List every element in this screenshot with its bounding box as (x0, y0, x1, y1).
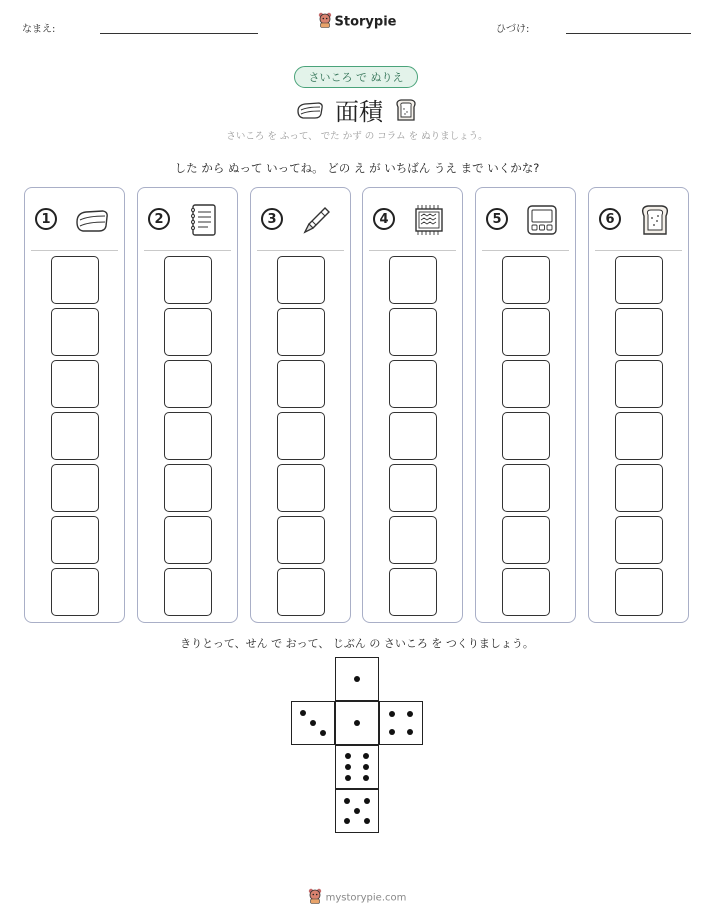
column-divider (144, 250, 231, 251)
color-cell[interactable] (389, 516, 437, 564)
dice-pip (407, 711, 413, 717)
column-number: 2 (148, 208, 170, 230)
dice-pip (407, 729, 413, 735)
color-cell[interactable] (502, 308, 550, 356)
color-cell[interactable] (502, 256, 550, 304)
dice-face-1 (335, 701, 379, 745)
dice-pip (344, 818, 350, 824)
notebook-icon (184, 200, 224, 240)
color-cell[interactable] (277, 464, 325, 512)
dice-pip (354, 720, 360, 726)
column-divider (482, 250, 569, 251)
dice-face-5 (335, 789, 379, 833)
color-cell[interactable] (51, 464, 99, 512)
column-3 (250, 187, 351, 623)
color-cell[interactable] (389, 308, 437, 356)
date-label: ひづけ: (496, 24, 530, 35)
column-divider (257, 250, 344, 251)
column-number: 6 (599, 208, 621, 230)
column-divider (595, 250, 682, 251)
color-cell[interactable] (277, 516, 325, 564)
dice-pip (310, 720, 316, 726)
dice-pip (300, 710, 306, 716)
dice-face-1 (335, 657, 379, 701)
dice-pip (364, 818, 370, 824)
color-cell[interactable] (389, 256, 437, 304)
cut-instruction: きりとって、せん で おって、 じぶん の さいころ を つくりましょう。 (180, 637, 534, 650)
towel-icon (71, 200, 111, 240)
bear-logo-icon (308, 888, 322, 907)
color-cell[interactable] (51, 360, 99, 408)
column-number: 1 (35, 208, 57, 230)
page-title: 面積 (335, 98, 383, 126)
column-number: 4 (373, 208, 395, 230)
column-2 (137, 187, 238, 623)
towel-icon (295, 99, 325, 127)
color-cell[interactable] (51, 412, 99, 460)
page-title-row (0, 92, 714, 129)
toast-icon (635, 200, 675, 240)
color-cell[interactable] (277, 568, 325, 616)
color-cell[interactable] (615, 256, 663, 304)
column-divider (31, 250, 118, 251)
column-number: 3 (261, 208, 283, 230)
color-cell[interactable] (502, 516, 550, 564)
color-cell[interactable] (51, 256, 99, 304)
column-4 (362, 187, 463, 623)
dice-pip (364, 798, 370, 804)
color-cell[interactable] (502, 568, 550, 616)
color-cell[interactable] (164, 360, 212, 408)
dice-face-6 (335, 745, 379, 789)
dice-pip (354, 808, 360, 814)
color-cell[interactable] (389, 360, 437, 408)
crayon-icon (297, 200, 337, 240)
name-line[interactable] (100, 33, 258, 34)
color-cell[interactable] (164, 464, 212, 512)
color-cell[interactable] (389, 412, 437, 460)
dice-pip (389, 729, 395, 735)
tablet-icon (522, 200, 562, 240)
color-cell[interactable] (51, 516, 99, 564)
footer-url[interactable]: mystorypie.com (325, 892, 407, 904)
color-cell[interactable] (389, 568, 437, 616)
toast-icon (393, 97, 419, 129)
dice-pip (345, 753, 351, 759)
dice-pip (363, 753, 369, 759)
brand-name: Storypie (334, 14, 397, 30)
color-cell[interactable] (502, 360, 550, 408)
date-line[interactable] (566, 33, 691, 34)
column-6 (588, 187, 689, 623)
color-cell[interactable] (615, 360, 663, 408)
color-cell[interactable] (164, 256, 212, 304)
color-cell[interactable] (615, 464, 663, 512)
color-cell[interactable] (164, 412, 212, 460)
color-cell[interactable] (615, 516, 663, 564)
brand-logo (0, 12, 714, 32)
column-number: 5 (486, 208, 508, 230)
dice-face-4 (379, 701, 423, 745)
color-cell[interactable] (277, 412, 325, 460)
color-cell[interactable] (51, 308, 99, 356)
instruction: した から ぬって いってね。 どの え が いちばん うえ まで いくかな? (174, 161, 540, 175)
color-cell[interactable] (164, 568, 212, 616)
dice-pip (389, 711, 395, 717)
color-cell[interactable] (615, 308, 663, 356)
dice-pip (320, 730, 326, 736)
color-cell[interactable] (51, 568, 99, 616)
dice-pip (363, 775, 369, 781)
dice-face-3 (291, 701, 335, 745)
name-label: なまえ: (22, 24, 56, 35)
color-cell[interactable] (502, 464, 550, 512)
bear-logo-icon (318, 12, 332, 32)
color-cell[interactable] (615, 568, 663, 616)
column-5 (475, 187, 576, 623)
color-cell[interactable] (277, 360, 325, 408)
dice-pip (344, 798, 350, 804)
column-divider (369, 250, 456, 251)
color-cell[interactable] (164, 516, 212, 564)
topic-badge: さいころ で ぬりえ (294, 66, 418, 88)
color-cell[interactable] (277, 308, 325, 356)
color-cell[interactable] (389, 464, 437, 512)
subtitle: さいころ を ふって、 でた かず の コラム を ぬりましょう。 (226, 131, 488, 142)
dice-pip (345, 775, 351, 781)
column-1 (24, 187, 125, 623)
color-cell[interactable] (502, 412, 550, 460)
dice-pip (345, 764, 351, 770)
color-cell[interactable] (615, 412, 663, 460)
color-cell[interactable] (277, 256, 325, 304)
footer (0, 888, 714, 907)
color-cell[interactable] (164, 308, 212, 356)
dice-pip (354, 676, 360, 682)
dice-pip (363, 764, 369, 770)
rug-icon (409, 200, 449, 240)
